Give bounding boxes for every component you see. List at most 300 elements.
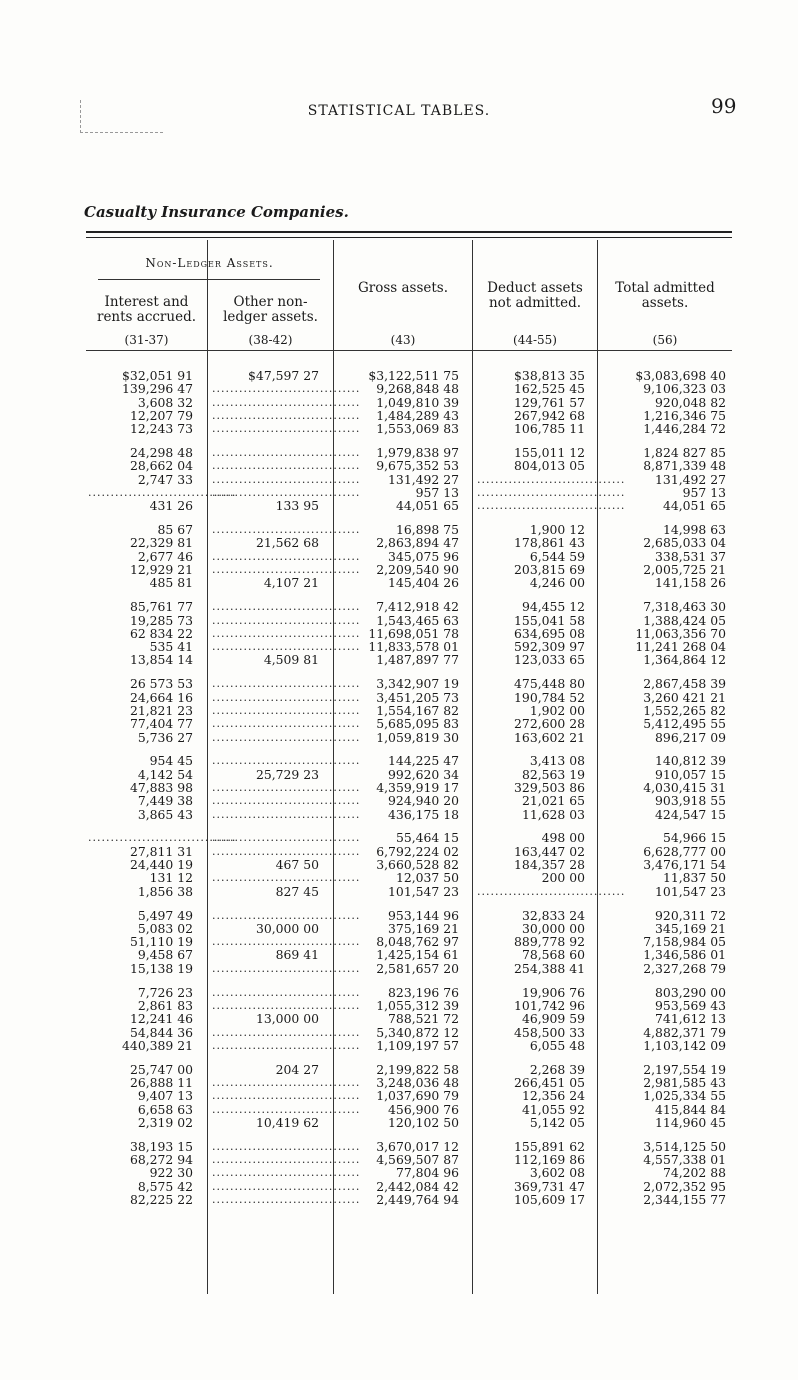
table-top-rule (86, 231, 732, 233)
group-spacer (477, 898, 585, 909)
leader-dots: ................................. (212, 549, 361, 563)
table-cell: 2,867,458 39 (643, 676, 726, 692)
leader-dots: ................................. (212, 472, 361, 486)
table-cell: 8,048,762 97 (376, 934, 459, 950)
table-cell: 26 573 53 (129, 676, 193, 692)
leader-dots: ................................. (212, 613, 361, 627)
table-cell: 3,413 08 (529, 753, 585, 769)
table-cell: 266,451 05 (514, 1075, 585, 1090)
table-cell: 4,569,507 87 (376, 1152, 459, 1168)
table-cell: 3,476,171 54 (643, 857, 726, 873)
table-cell: 13,000 00 (255, 1011, 319, 1027)
table-cell: 440,389 21 (122, 1037, 193, 1053)
leader-dots: ................................. (212, 935, 361, 949)
table-cell: 11,833,578 01 (368, 639, 459, 655)
table-cell: 458,500 33 (514, 1024, 585, 1040)
table-cell: 2,581,657 20 (376, 960, 459, 976)
column-deduct (477, 368, 626, 1207)
table-cell: 5,083 02 (137, 920, 193, 936)
leader-dots: ................................. (212, 831, 361, 845)
group-header: Non-Ledger Assets. (145, 256, 274, 270)
table-cell: 254,388 41 (514, 960, 585, 976)
table-cell: 1,554,167 82 (376, 702, 459, 718)
table-cell: 200 00 (541, 870, 585, 886)
leader-dots: ................................. (212, 717, 361, 731)
table-cell: 2,344,155 77 (643, 1191, 726, 1207)
table-cell: 11,241 268 04 (635, 639, 726, 655)
column-code: (38-42) (248, 333, 293, 347)
table-cell: 1,055,312 39 (376, 997, 459, 1013)
table-cell: 144,225 47 (388, 753, 459, 769)
leader-dots: ................................. (212, 703, 361, 717)
table-cell: 26,888 11 (129, 1075, 193, 1090)
page-number: 99 (711, 94, 737, 118)
table-cell: 9,106,323 03 (643, 381, 726, 397)
table-cell: 431 26 (149, 498, 193, 514)
table-cell: 13,854 14 (129, 652, 193, 668)
table-cell: 21,562 68 (255, 535, 319, 551)
leader-dots: ................................. (477, 499, 626, 513)
table-cell: 163,447 02 (514, 843, 585, 859)
table-cell: 155,041 58 (514, 612, 585, 628)
table-cell: 11,837 50 (662, 870, 726, 886)
group-spacer (212, 590, 319, 601)
column-gross (338, 369, 459, 1206)
leader-dots: ................................. (212, 485, 361, 499)
table-cell: 16,898 75 (395, 522, 459, 538)
table-cell: 920,048 82 (655, 394, 726, 410)
table-cell: 21,021 65 (521, 793, 585, 809)
table-cell: 19,285 73 (129, 612, 193, 628)
table-cell: 44,051 65 (395, 498, 459, 514)
table-cell: 4,557,338 01 (643, 1152, 726, 1168)
leader-dots: ................................. (88, 485, 237, 499)
table-cell: 345,075 96 (388, 548, 459, 564)
group-spacer (212, 744, 319, 755)
table-cell: 131 12 (149, 870, 193, 886)
leader-dots: ................................. (212, 807, 361, 821)
leader-dots: ................................. (212, 563, 361, 577)
column-header-deduct: Deduct assets not admitted. (487, 280, 583, 311)
table-cell: 6,628,777 00 (643, 843, 726, 859)
table-cell: 2,072,352 95 (643, 1178, 726, 1194)
table-cell: 24,440 19 (129, 857, 193, 873)
leader-dots: ................................. (212, 677, 361, 691)
table-cell: 467 50 (275, 857, 319, 873)
table-cell: 106,785 11 (514, 421, 585, 437)
table-cell: 920,311 72 (655, 907, 726, 923)
table-cell: 204 27 (275, 1061, 319, 1077)
table-cell: 6,792,224 02 (376, 843, 459, 859)
table-cell: 4,882,371 79 (643, 1024, 726, 1040)
table-cell: 184,357 28 (514, 857, 585, 873)
leader-dots: ................................. (212, 754, 361, 768)
table-cell: 7,412,918 42 (376, 599, 459, 615)
table-cell: 3,660,528 82 (376, 857, 459, 873)
table-cell: 3,451,205 73 (376, 689, 459, 705)
leader-dots: ................................. (212, 794, 361, 808)
table-cell: 1,484,289 43 (376, 407, 459, 423)
table-cell: 155,011 12 (514, 445, 585, 461)
table-cell: 44,051 65 (662, 498, 726, 514)
table-cell: 12,207 79 (129, 407, 193, 423)
table-cell: 68,272 94 (129, 1152, 193, 1168)
table-cell: 1,059,819 30 (376, 729, 459, 745)
table-cell: 4,359,919 17 (376, 779, 459, 795)
leader-dots: ................................. (212, 1102, 361, 1116)
table-cell: 1,487,897 77 (376, 652, 459, 668)
table-cell: 4,030,415 31 (643, 779, 726, 795)
table-cell: $32,051 91 (122, 368, 193, 383)
table-cell: 1,552,265 82 (643, 702, 726, 718)
table-cell: 2,685,033 04 (643, 535, 726, 551)
table-cell: 903,918 55 (655, 793, 726, 809)
table-cell: 1,346,586 01 (643, 947, 726, 963)
leader-dots: ................................. (212, 1166, 361, 1180)
table-cell: 2,199,822 58 (376, 1061, 459, 1077)
table-cell: 4,142 54 (137, 766, 193, 782)
table-cell: 162,525 45 (514, 381, 585, 397)
column-code: (56) (652, 333, 678, 347)
table-cell: 1,900 12 (529, 522, 585, 538)
table-cell: 375,169 21 (388, 920, 459, 936)
leader-dots: ................................. (477, 485, 626, 499)
table-cell: 1,543,465 63 (376, 612, 459, 628)
header-bottom-rule (86, 350, 732, 351)
table-cell: 1,216,346 75 (643, 407, 726, 423)
table-cell: 7,318,463 30 (643, 599, 726, 615)
table-cell: 2,747 33 (137, 471, 193, 487)
table-cell: 11,698,051 78 (368, 625, 459, 641)
leader-dots: ................................. (212, 408, 361, 422)
table-cell: 3,670,017 12 (376, 1138, 459, 1154)
table-cell: 267,942 68 (514, 407, 585, 423)
table-cell: 25,729 23 (255, 766, 319, 782)
table-cell: 3,260 421 21 (643, 689, 726, 705)
table-cell: 12,356 24 (521, 1088, 585, 1104)
leader-dots: ................................. (212, 908, 361, 922)
group-spacer (602, 898, 726, 909)
table-cell: 2,268 39 (529, 1061, 585, 1077)
leader-dots: ................................. (212, 422, 361, 436)
table-cell: 47,883 98 (129, 779, 193, 795)
table-cell: 15,138 19 (129, 960, 193, 976)
table-cell: 1,553,069 83 (376, 421, 459, 437)
table-cell: 11,628 03 (521, 806, 585, 822)
group-header-rule (98, 279, 320, 280)
section-title: Casualty Insurance Companies. (84, 203, 349, 221)
table-cell: 3,248,036 48 (376, 1075, 459, 1090)
table-cell: 634,695 08 (514, 625, 585, 641)
group-spacer (212, 513, 319, 524)
leader-dots: ................................. (212, 1192, 361, 1206)
table-cell: $38,813 35 (514, 368, 585, 383)
table-cell: 140,812 39 (655, 753, 726, 769)
table-cell: 992,620 34 (388, 766, 459, 782)
table-cell: 3,865 43 (137, 806, 193, 822)
table-cell: 1,979,838 97 (376, 445, 459, 461)
table-cell: 535 41 (149, 639, 193, 655)
table-cell: 3,602 08 (529, 1165, 585, 1181)
table-cell: 28,662 04 (129, 458, 193, 474)
table-cell: 1,425,154 61 (376, 947, 459, 963)
leader-dots: ................................. (212, 382, 361, 396)
table-cell: 82,225 22 (129, 1191, 193, 1207)
leader-dots: ................................. (212, 871, 361, 885)
group-spacer (212, 667, 319, 678)
table-cell: 74,202 88 (662, 1165, 726, 1181)
group-spacer (212, 898, 319, 909)
table-cell: 22,329 81 (129, 535, 193, 551)
leader-dots: ................................. (212, 395, 361, 409)
table-cell: 2,442,084 42 (376, 1178, 459, 1194)
table-cell: 896,217 09 (655, 729, 726, 745)
table-cell: 9,458 67 (137, 947, 193, 963)
leader-dots: ................................. (212, 1025, 361, 1039)
table-cell: 5,685,095 83 (376, 716, 459, 732)
table-cell: 7,726 23 (137, 984, 193, 1000)
table-cell: 922 30 (149, 1165, 193, 1181)
table-cell: 101,742 96 (514, 997, 585, 1013)
table-cell: 82,563 19 (521, 766, 585, 782)
table-cell: 803,290 00 (655, 984, 726, 1000)
column-header-interest: Interest and rents accrued. (96, 294, 197, 325)
table-cell: 6,544 59 (529, 548, 585, 564)
table-cell: 6,055 48 (529, 1037, 585, 1053)
leader-dots: ................................. (212, 1089, 361, 1103)
table-cell: 131,492 27 (655, 471, 726, 487)
table-cell: 2,005,725 21 (643, 562, 726, 578)
table-cell: 131,492 27 (388, 471, 459, 487)
table-cell: $3,083,698 40 (635, 368, 726, 383)
table-cell: 8,575 42 (137, 1178, 193, 1194)
table-cell: 424,547 15 (655, 806, 726, 822)
table-cell: 498 00 (541, 830, 585, 846)
leader-dots: ................................. (212, 1139, 361, 1153)
table-cell: 77,404 77 (129, 716, 193, 732)
table-cell: 139,296 47 (122, 381, 193, 397)
table-cell: 1,364,864 12 (643, 652, 726, 668)
table-cell: 953,569 43 (655, 997, 726, 1013)
table-cell: 78,568 60 (521, 947, 585, 963)
table-cell: 12,241 46 (129, 1011, 193, 1027)
table-cell: 456,900 76 (388, 1101, 459, 1117)
table-top-rule-thin (86, 237, 732, 238)
table-cell: 30,000 00 (255, 920, 319, 936)
column-code: (31-37) (124, 333, 169, 347)
table-cell: 475,448 80 (514, 676, 585, 692)
table-cell: 369,731 47 (514, 1178, 585, 1194)
table-cell: 7,449 38 (137, 793, 193, 809)
table-cell: 8,871,339 48 (643, 458, 726, 474)
table-cell: 51,110 19 (129, 934, 193, 950)
leader-dots: ................................. (477, 884, 626, 898)
table-cell: 123,033 65 (514, 652, 585, 668)
table-cell: 804,013 05 (514, 458, 585, 474)
table-cell: 2,319 02 (137, 1114, 193, 1130)
table-cell: 145,404 26 (388, 575, 459, 591)
table-cell: 592,309 97 (514, 639, 585, 655)
column-other (212, 368, 361, 1206)
table-cell: 5,142 05 (529, 1114, 585, 1130)
table-cell: 62 834 22 (129, 625, 193, 641)
table-cell: 163,602 21 (514, 729, 585, 745)
table-cell: 21,821 23 (129, 702, 193, 718)
table-cell: 11,063,356 70 (635, 625, 726, 641)
table-cell: 12,929 21 (129, 562, 193, 578)
leader-dots: ................................. (212, 446, 361, 460)
table-cell: 415,844 84 (655, 1101, 726, 1117)
running-title: STATISTICAL TABLES. (307, 103, 491, 119)
column-code: (43) (390, 333, 416, 347)
table-cell: $3,122,511 75 (368, 368, 459, 383)
table-cell: 1,025,334 55 (643, 1088, 726, 1104)
table-cell: 272,600 28 (514, 716, 585, 732)
table-cell: 190,784 52 (514, 689, 585, 705)
table-cell: 1,388,424 05 (643, 612, 726, 628)
leader-dots: ................................. (212, 985, 361, 999)
leader-dots: ................................. (212, 690, 361, 704)
table-cell: 5,340,872 12 (376, 1024, 459, 1040)
table-cell: 54,844 36 (129, 1024, 193, 1040)
group-spacer (212, 975, 319, 986)
table-cell: 32,833 24 (521, 907, 585, 923)
table-cell: 485 81 (149, 575, 193, 591)
column-interest (88, 368, 237, 1207)
column-divider (597, 240, 598, 1294)
table-cell: 85 67 (157, 522, 193, 538)
table-cell: 38,193 15 (129, 1138, 193, 1154)
table-cell: 101,547 23 (655, 883, 726, 899)
table-cell: 2,677 46 (137, 548, 193, 564)
table-cell: 741,612 13 (655, 1011, 726, 1027)
table-cell: 1,049,810 39 (376, 394, 459, 410)
table-cell: 345,169 21 (655, 920, 726, 936)
table-cell: 2,209,540 90 (376, 562, 459, 578)
table-cell: 910,057 15 (655, 766, 726, 782)
leader-dots: ................................. (212, 1038, 361, 1052)
leader-dots: ................................. (212, 961, 361, 975)
table-cell: 14,998 63 (662, 522, 726, 538)
table-cell: 54,966 15 (662, 830, 726, 846)
column-header-gross: Gross assets. (357, 280, 449, 296)
table-cell: 10,419 62 (255, 1114, 319, 1130)
column-header-total: Total admitted assets. (615, 280, 715, 311)
leader-dots: ................................. (212, 640, 361, 654)
leader-dots: ................................. (477, 472, 626, 486)
table-cell: 2,327,268 79 (643, 960, 726, 976)
table-cell: 4,107 21 (263, 575, 319, 591)
table-cell: 827 45 (275, 883, 319, 899)
table-cell: 2,981,585 43 (643, 1075, 726, 1090)
table-cell: 5,412,495 55 (643, 716, 726, 732)
table-cell: 436,175 18 (388, 806, 459, 822)
table-cell: 155,891 62 (514, 1138, 585, 1154)
group-spacer (338, 898, 459, 909)
table-cell: 1,902 00 (529, 702, 585, 718)
table-cell: 2,861 83 (137, 997, 193, 1013)
group-spacer (212, 821, 319, 832)
table-cell: 3,608 32 (137, 394, 193, 410)
table-cell: 203,815 69 (514, 562, 585, 578)
table-cell: 30,000 00 (521, 920, 585, 936)
leader-dots: ................................. (212, 459, 361, 473)
table-cell: 101,547 23 (388, 883, 459, 899)
table-cell: 12,037 50 (395, 870, 459, 886)
group-spacer (212, 1129, 319, 1140)
table-cell: 823,196 76 (388, 984, 459, 1000)
table-cell: 957 13 (682, 484, 726, 500)
table-cell: 7,158,984 05 (643, 934, 726, 950)
column-code: (44-55) (513, 333, 557, 347)
table-cell: 5,497 49 (137, 907, 193, 923)
leader-dots: ................................. (212, 523, 361, 537)
table-cell: 1,037,690 79 (376, 1088, 459, 1104)
table-cell: 46,909 59 (521, 1011, 585, 1027)
table-cell: 869 41 (275, 947, 319, 963)
table-cell: 889,778 92 (514, 934, 585, 950)
table-cell: 41,055 92 (521, 1101, 585, 1117)
leader-dots: ................................. (212, 1076, 361, 1089)
table-cell: 24,664 16 (129, 689, 193, 705)
table-cell: 4,246 00 (529, 575, 585, 591)
table-cell: 25,747 00 (129, 1061, 193, 1077)
leader-dots: ................................. (212, 600, 361, 614)
table-cell: 3,514,125 50 (643, 1138, 726, 1154)
table-cell: 788,521 72 (388, 1011, 459, 1027)
table-cell: 338,531 37 (655, 548, 726, 564)
leader-dots: ................................. (212, 998, 361, 1012)
leader-dots: ................................. (212, 780, 361, 794)
column-header-other: Other non- ledger assets. (223, 294, 318, 325)
group-spacer (88, 821, 193, 832)
table-cell: 27,811 31 (129, 843, 193, 859)
group-spacer (88, 898, 193, 909)
table-cell: 2,197,554 19 (643, 1061, 726, 1077)
table-cell: 114,960 45 (655, 1114, 726, 1130)
leader-dots: ................................. (212, 1179, 361, 1193)
table-cell: 12,243 73 (129, 421, 193, 437)
table-cell: 954 45 (149, 753, 193, 769)
table-cell: 19,906 76 (521, 984, 585, 1000)
table-cell: 1,109,197 57 (376, 1037, 459, 1053)
table-cell: 953,144 96 (388, 907, 459, 923)
table-cell: 77,804 96 (395, 1165, 459, 1181)
table-cell: 105,609 17 (514, 1191, 585, 1207)
column-divider (207, 240, 208, 1294)
table-cell: 9,268,848 48 (376, 381, 459, 397)
table-cell: 1,446,284 72 (643, 421, 726, 437)
table-cell: 24,298 48 (129, 445, 193, 461)
leader-dots: ................................. (212, 626, 361, 640)
table-cell: 178,861 43 (514, 535, 585, 551)
table-cell: 1,103,142 09 (643, 1037, 726, 1053)
table-cell: 3,342,907 19 (376, 676, 459, 692)
table-cell: 9,675,352 53 (376, 458, 459, 474)
table-cell: 4,509 81 (263, 652, 319, 668)
table-cell: 133 95 (275, 498, 319, 514)
table-cell: 85,761 77 (129, 599, 193, 615)
table-cell: 1,856 38 (137, 883, 193, 899)
table-cell: 9,407 13 (137, 1088, 193, 1104)
leader-dots: ................................. (88, 831, 237, 845)
table-cell: 329,503 86 (514, 779, 585, 795)
table-cell: 2,449,764 94 (376, 1191, 459, 1207)
table-cell: 112,169 86 (514, 1152, 585, 1168)
table-cell: 129,761 57 (514, 394, 585, 410)
table-cell: 55,464 15 (395, 830, 459, 846)
table-cell: 924,940 20 (388, 793, 459, 809)
